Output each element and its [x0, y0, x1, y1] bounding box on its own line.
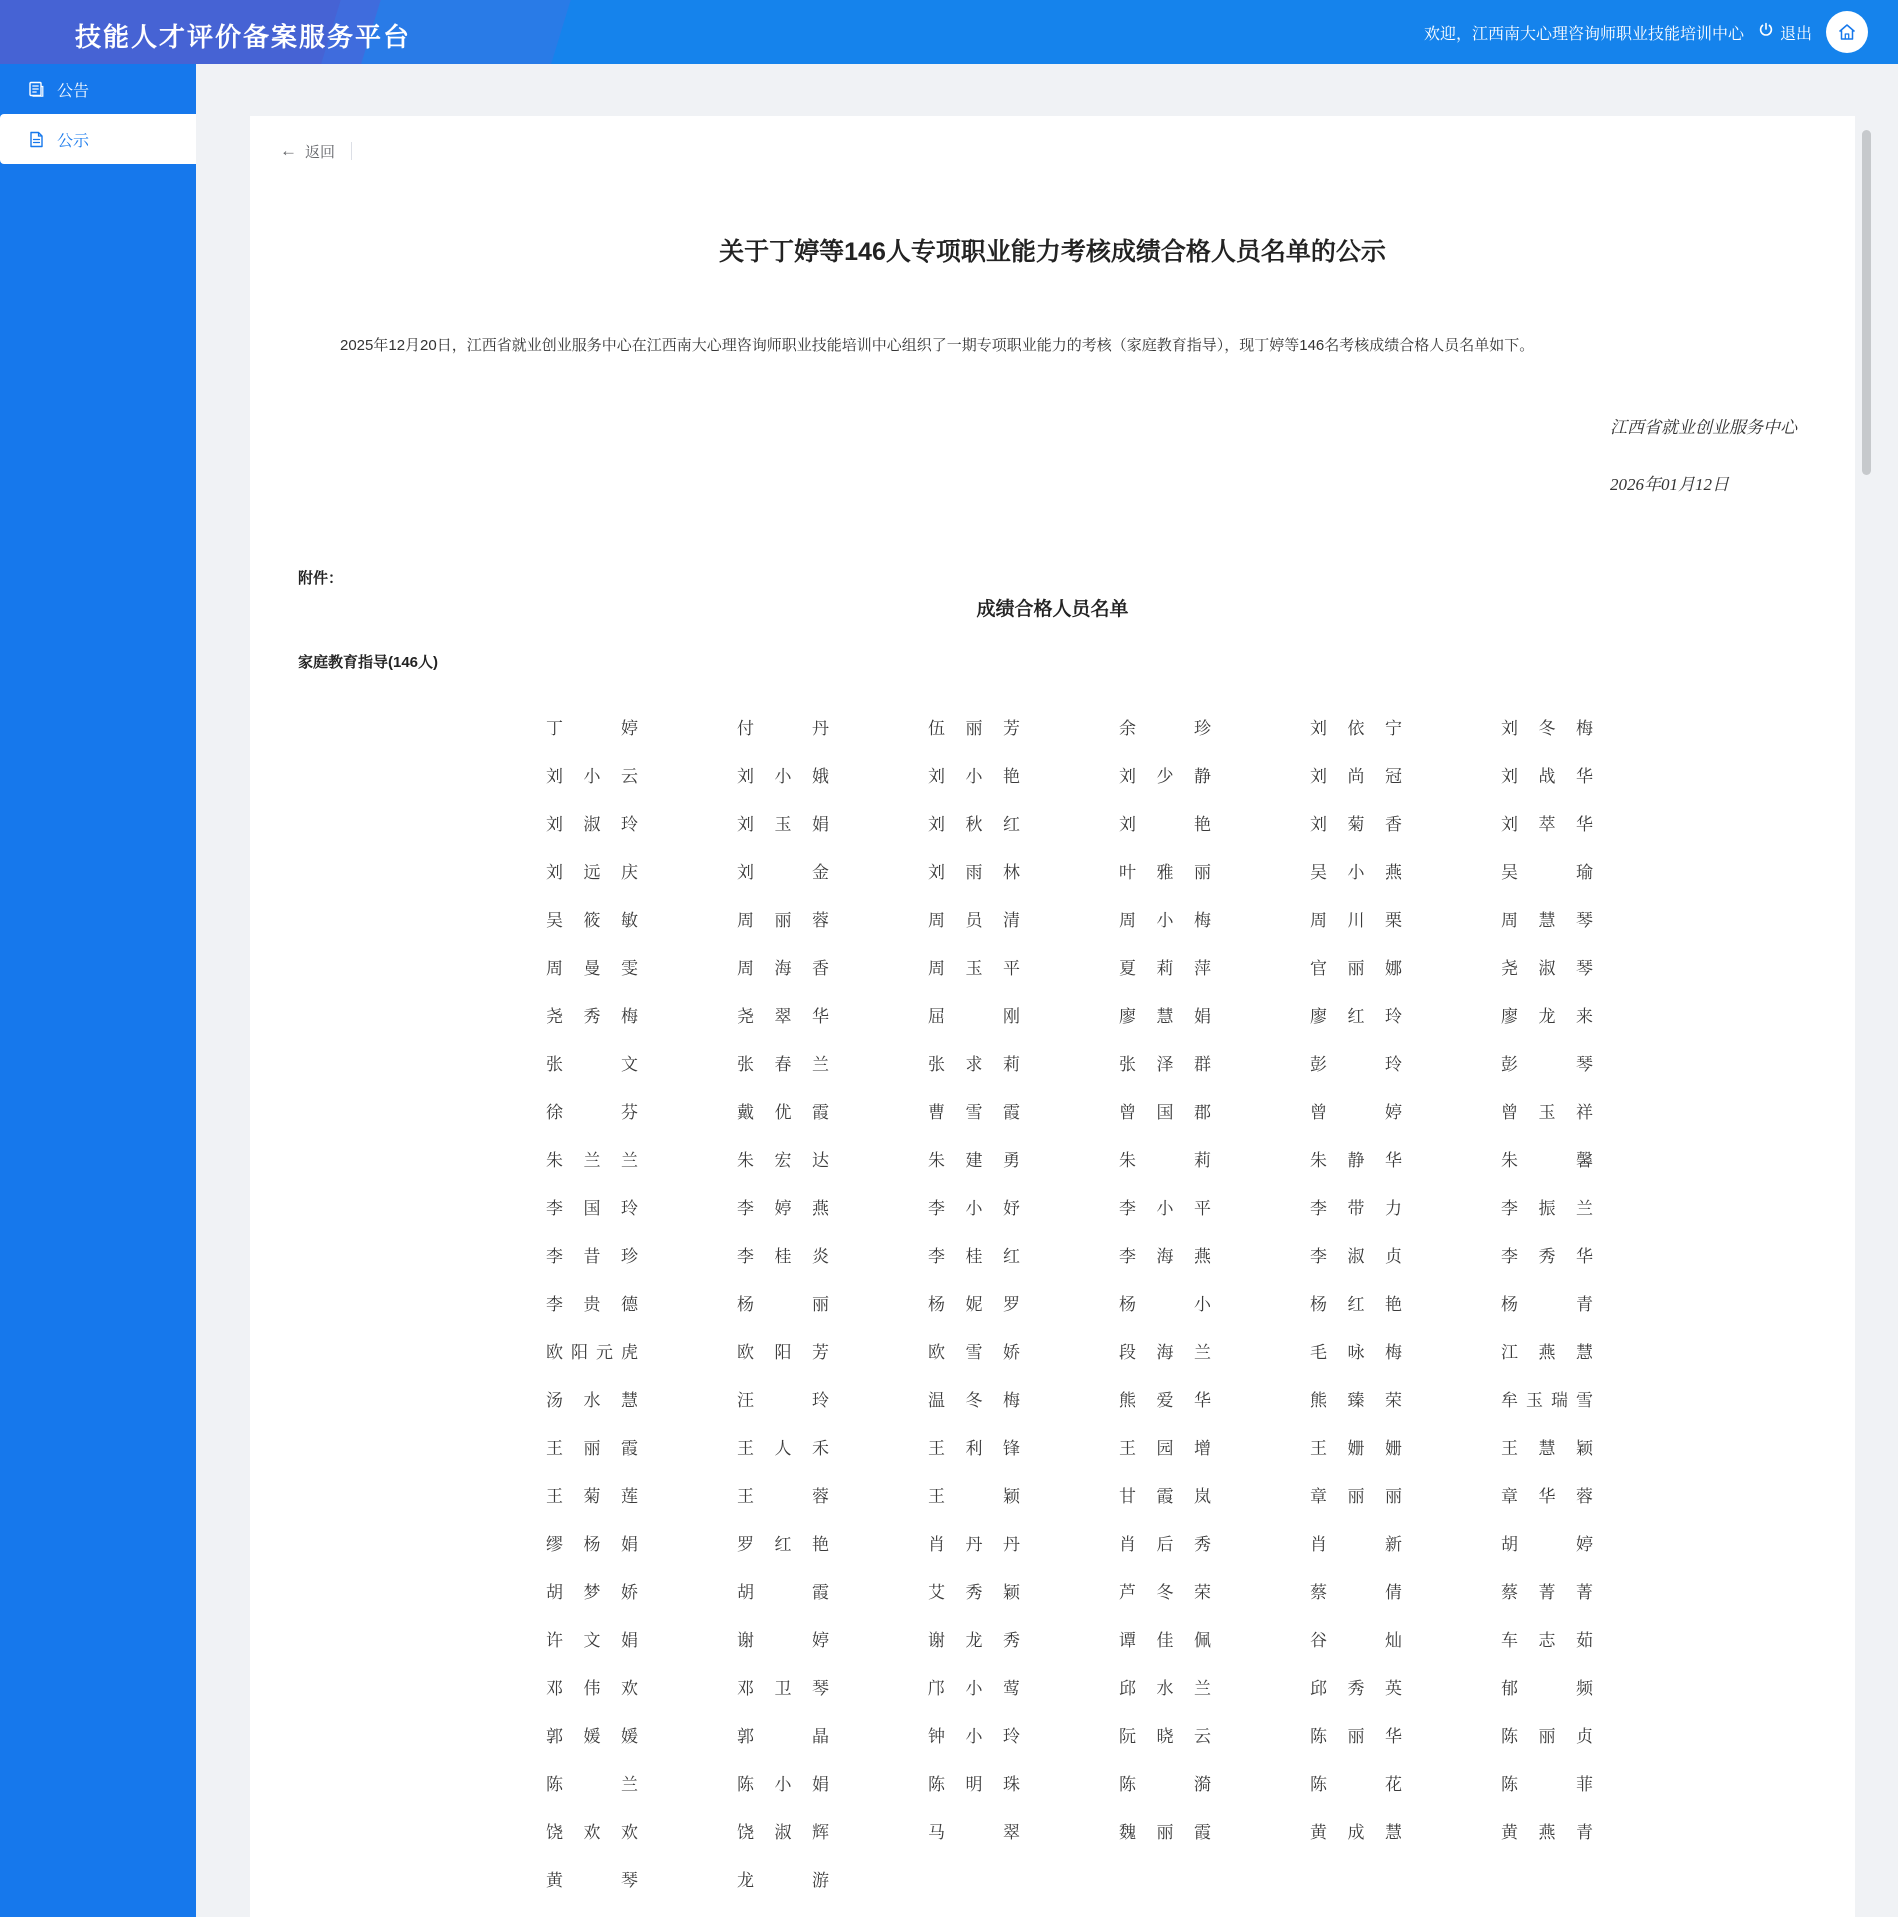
person-name: 王 利 锋	[928, 1438, 1020, 1458]
person-name: 曾 玉 祥	[1501, 1102, 1593, 1122]
person-name: 刘 小 艳	[928, 766, 1020, 786]
person-name: 陈 明 珠	[928, 1774, 1020, 1794]
person-name: 汪 玲	[737, 1390, 829, 1410]
page-scrollbar[interactable]	[1862, 130, 1871, 475]
person-name: 李 振 兰	[1501, 1198, 1593, 1218]
person-name: 周 曼 雯	[546, 958, 638, 978]
person-name: 芦 冬 荣	[1119, 1582, 1211, 1602]
person-name: 郭 晶	[737, 1726, 829, 1746]
person-name: 许 文 娟	[546, 1630, 638, 1650]
notice-doc-icon	[28, 131, 45, 148]
person-name: 章 华 蓉	[1501, 1486, 1593, 1506]
person-name: 付 丹	[737, 718, 829, 738]
person-name: 刘 依 宁	[1310, 718, 1402, 738]
person-name: 叶 雅 丽	[1119, 862, 1211, 882]
person-name: 王 菊 莲	[546, 1486, 638, 1506]
person-name: 肖 后 秀	[1119, 1534, 1211, 1554]
person-name: 廖 龙 来	[1501, 1006, 1593, 1026]
person-name: 李 贵 德	[546, 1294, 638, 1314]
person-name: 刘 玉 娟	[737, 814, 829, 834]
person-name: 邱 秀 英	[1310, 1678, 1402, 1698]
person-name: 李 昔 珍	[546, 1246, 638, 1266]
person-name: 郁 频	[1501, 1678, 1593, 1698]
person-name: 黄 琴	[546, 1870, 638, 1890]
person-name: 王 颖	[928, 1486, 1020, 1506]
person-name: 李 海 燕	[1119, 1246, 1211, 1266]
person-name: 陈 菲	[1501, 1774, 1593, 1794]
person-name: 刘 小 娥	[737, 766, 829, 786]
person-name: 章 丽 丽	[1310, 1486, 1402, 1506]
person-name: 周 小 梅	[1119, 910, 1211, 930]
person-name: 徐 芬	[546, 1102, 638, 1122]
person-name: 刘 战 华	[1501, 766, 1593, 786]
person-name: 刘 淑 玲	[546, 814, 638, 834]
person-name: 江 燕 慧	[1501, 1342, 1593, 1362]
sidebar-item-public-notice[interactable]	[0, 114, 196, 164]
person-name: 欧 阳 芳	[737, 1342, 829, 1362]
sidebar-nav	[0, 64, 196, 1917]
announcement-doc-icon	[28, 81, 45, 98]
person-name: 李 桂 炎	[737, 1246, 829, 1266]
person-name: 黄 成 慧	[1310, 1822, 1402, 1842]
person-name: 车 志 茹	[1501, 1630, 1593, 1650]
person-name: 王 姗 姗	[1310, 1438, 1402, 1458]
person-name: 夏 莉 萍	[1119, 958, 1211, 978]
person-name: 胡 霞	[737, 1582, 829, 1602]
back-arrow-icon: ←	[280, 141, 297, 160]
person-name: 丁 婷	[546, 718, 638, 738]
person-name: 廖 红 玲	[1310, 1006, 1402, 1026]
person-name: 陈 丽 华	[1310, 1726, 1402, 1746]
person-name: 郭 媛 媛	[546, 1726, 638, 1746]
person-name: 尧 秀 梅	[546, 1006, 638, 1026]
back-divider	[351, 142, 352, 160]
person-name: 朱 兰 兰	[546, 1150, 638, 1170]
person-name: 欧 雪 娇	[928, 1342, 1020, 1362]
person-name: 王 慧 颖	[1501, 1438, 1593, 1458]
person-name: 谷 灿	[1310, 1630, 1402, 1650]
person-name: 张 文	[546, 1054, 638, 1074]
person-name: 戴 优 霞	[737, 1102, 829, 1122]
person-name: 刘 尚 冠	[1310, 766, 1402, 786]
person-name: 钟 小 玲	[928, 1726, 1020, 1746]
person-name: 吴 筱 敏	[546, 910, 638, 930]
person-name: 朱 建 勇	[928, 1150, 1020, 1170]
person-name: 曾 婷	[1310, 1102, 1402, 1122]
person-name: 朱 馨	[1501, 1150, 1593, 1170]
person-name: 刘 少 静	[1119, 766, 1211, 786]
person-name: 邓 卫 琴	[737, 1678, 829, 1698]
logout-label: 退出	[1779, 25, 1812, 43]
notice-body: 2025年12月20日，江西省就业创业服务中心在江西南大心理咨询师职业技能培训中心组织了一期专项职业能力的考核（家庭教育指导），现丁婷等146名考核成绩合格人员名单如下。	[340, 337, 1535, 354]
person-name: 刘 金	[737, 862, 829, 882]
person-name: 陈 小 娟	[737, 1774, 829, 1794]
person-name: 罗 红 艳	[737, 1534, 829, 1554]
person-name: 毛 咏 梅	[1310, 1342, 1402, 1362]
person-name: 刘 萃 华	[1501, 814, 1593, 834]
person-name: 牟 玉 瑞 雪	[1501, 1390, 1593, 1410]
list-title: 成绩合格人员名单	[976, 599, 1129, 620]
person-name: 周 员 清	[928, 910, 1020, 930]
person-name: 廖 慧 娟	[1119, 1006, 1211, 1026]
person-name: 刘 艳	[1119, 814, 1211, 834]
person-name: 欧 阳 元 虎	[546, 1342, 638, 1362]
person-name: 魏 丽 霞	[1119, 1822, 1211, 1842]
home-icon	[1836, 21, 1858, 43]
person-name: 尧 翠 华	[737, 1006, 829, 1026]
attachment-label: 附件：	[298, 570, 344, 587]
person-name: 胡 婷	[1501, 1534, 1593, 1554]
person-name: 谢 婷	[737, 1630, 829, 1650]
person-name: 杨 青	[1501, 1294, 1593, 1314]
person-name: 周 玉 平	[928, 958, 1020, 978]
person-name: 刘 菊 香	[1310, 814, 1402, 834]
person-name: 熊 爱 华	[1119, 1390, 1211, 1410]
person-name: 周 海 香	[737, 958, 829, 978]
back-button[interactable]	[280, 141, 335, 162]
signature-org: 江西省就业创业服务中心	[1610, 418, 1797, 437]
person-name: 王 丽 霞	[546, 1438, 638, 1458]
welcome-text: 欢迎，江西南大心理咨询师职业技能培训中心	[1423, 25, 1744, 43]
person-name: 熊 臻 荣	[1310, 1390, 1402, 1410]
person-name: 吴 瑜	[1501, 862, 1593, 882]
person-name: 周 丽 蓉	[737, 910, 829, 930]
person-name: 邱 水 兰	[1119, 1678, 1211, 1698]
person-name: 陈 丽 贞	[1501, 1726, 1593, 1746]
person-name: 伍 丽 芳	[928, 718, 1020, 738]
person-name: 张 求 莉	[928, 1054, 1020, 1074]
person-name: 朱 宏 达	[737, 1150, 829, 1170]
person-name: 饶 淑 辉	[737, 1822, 829, 1842]
person-name: 朱 莉	[1119, 1150, 1211, 1170]
person-name: 甘 霞 岚	[1119, 1486, 1211, 1506]
person-name: 王 蓉	[737, 1486, 829, 1506]
person-name: 杨 小	[1119, 1294, 1211, 1314]
signature-date: 2026年01月12日	[1610, 475, 1729, 494]
home-button[interactable]	[1826, 11, 1868, 53]
person-name: 杨 妮 罗	[928, 1294, 1020, 1314]
person-name: 曹 雪 霞	[928, 1102, 1020, 1122]
person-name: 蔡 倩	[1310, 1582, 1402, 1602]
person-name: 龙 游	[737, 1870, 829, 1890]
person-name: 彭 琴	[1501, 1054, 1593, 1074]
person-name: 杨 红 艳	[1310, 1294, 1402, 1314]
person-name: 邓 伟 欢	[546, 1678, 638, 1698]
signature-block	[1610, 413, 1797, 495]
person-name: 张 春 兰	[737, 1054, 829, 1074]
person-name: 李 国 玲	[546, 1198, 638, 1218]
person-name: 刘 远 庆	[546, 862, 638, 882]
person-name: 周 慧 琴	[1501, 910, 1593, 930]
notice-card	[250, 116, 1855, 1917]
names-grid	[546, 702, 1855, 1902]
person-name: 邝 小 莺	[928, 1678, 1020, 1698]
person-name: 李 带 力	[1310, 1198, 1402, 1218]
person-name: 刘 冬 梅	[1501, 718, 1593, 738]
person-name: 吴 小 燕	[1310, 862, 1402, 882]
person-name: 阮 晓 云	[1119, 1726, 1211, 1746]
person-name: 饶 欢 欢	[546, 1822, 638, 1842]
person-name: 张 泽 群	[1119, 1054, 1211, 1074]
person-name: 谢 龙 秀	[928, 1630, 1020, 1650]
content-area	[196, 64, 1898, 1917]
power-icon	[1758, 22, 1774, 43]
person-name: 刘 小 云	[546, 766, 638, 786]
person-name: 余 珍	[1119, 718, 1211, 738]
person-name: 马 翠	[928, 1822, 1020, 1842]
person-name: 李 桂 红	[928, 1246, 1020, 1266]
person-name: 刘 秋 红	[928, 814, 1020, 834]
person-name: 官 丽 娜	[1310, 958, 1402, 978]
person-name: 温 冬 梅	[928, 1390, 1020, 1410]
back-label: 返回	[305, 143, 336, 161]
notice-title: 关于丁婷等146人专项职业能力考核成绩合格人员名单的公示	[719, 238, 1386, 266]
person-name: 段 海 兰	[1119, 1342, 1211, 1362]
person-name: 尧 淑 琴	[1501, 958, 1593, 978]
person-name: 肖 新	[1310, 1534, 1402, 1554]
app-title: 技能人才评价备案服务平台	[75, 22, 412, 52]
person-name: 蔡 菁 菁	[1501, 1582, 1593, 1602]
person-name: 杨 丽	[737, 1294, 829, 1314]
person-name: 缪 杨 娟	[546, 1534, 638, 1554]
person-name: 彭 玲	[1310, 1054, 1402, 1074]
person-name: 艾 秀 颖	[928, 1582, 1020, 1602]
person-name: 陈 漪	[1119, 1774, 1211, 1794]
sidebar-item-announcement[interactable]	[0, 64, 196, 114]
person-name: 李 小 妤	[928, 1198, 1020, 1218]
person-name: 王 人 禾	[737, 1438, 829, 1458]
person-name: 曾 国 郡	[1119, 1102, 1211, 1122]
app-header	[0, 0, 1898, 64]
person-name: 陈 花	[1310, 1774, 1402, 1794]
person-name: 陈 兰	[546, 1774, 638, 1794]
person-name: 刘 雨 林	[928, 862, 1020, 882]
person-name: 胡 梦 娇	[546, 1582, 638, 1602]
person-name: 李 淑 贞	[1310, 1246, 1402, 1266]
person-name: 肖 丹 丹	[928, 1534, 1020, 1554]
sidebar-item-label: 公示	[57, 132, 90, 150]
person-name: 周 川 栗	[1310, 910, 1402, 930]
logout-button[interactable]	[1758, 21, 1812, 44]
person-name: 朱 静 华	[1310, 1150, 1402, 1170]
person-name: 李 秀 华	[1501, 1246, 1593, 1266]
group-label: 家庭教育指导(146人)	[298, 654, 439, 671]
sidebar-item-label: 公告	[57, 82, 90, 100]
person-name: 王 园 增	[1119, 1438, 1211, 1458]
person-name: 屈 刚	[928, 1006, 1020, 1026]
person-name: 汤 水 慧	[546, 1390, 638, 1410]
person-name: 黄 燕 青	[1501, 1822, 1593, 1842]
person-name: 李 小 平	[1119, 1198, 1211, 1218]
person-name: 谭 佳 佩	[1119, 1630, 1211, 1650]
person-name: 李 婷 燕	[737, 1198, 829, 1218]
